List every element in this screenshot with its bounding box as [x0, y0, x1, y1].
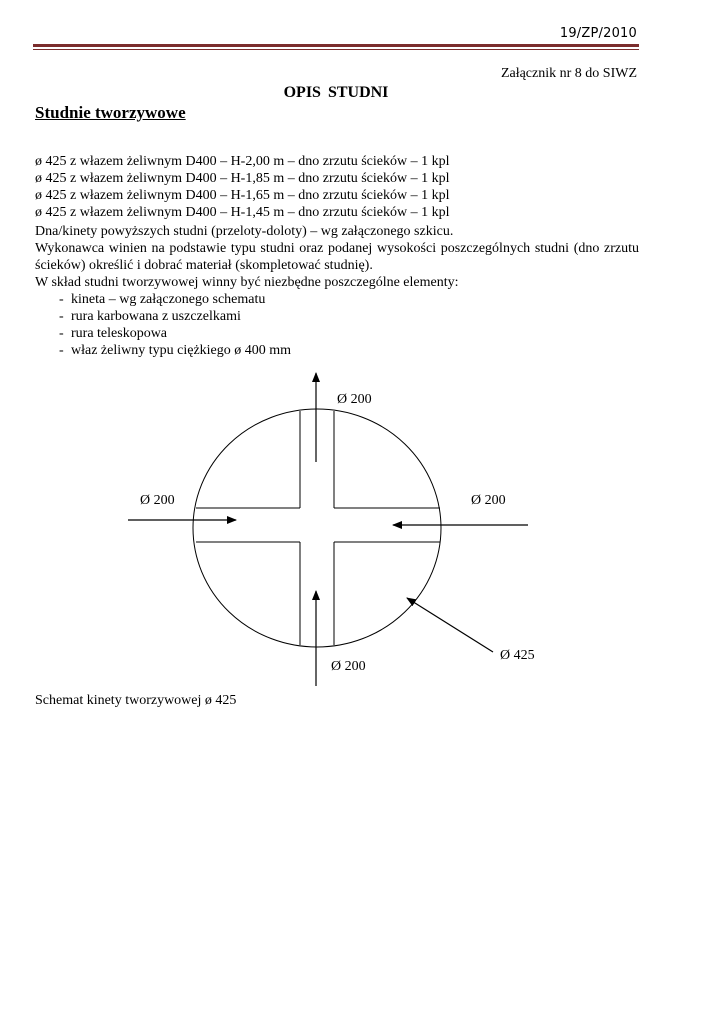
- spec-line: ø 425 z włazem żeliwnym D400 – H-1,85 m – dno zrzutu ścieków – 1 kpl: [35, 171, 450, 186]
- dimension-label-left: Ø 200: [140, 493, 175, 508]
- well-outline: [193, 409, 441, 647]
- list-item: [35, 342, 639, 359]
- header-rule-thin: [33, 49, 639, 50]
- kinetta-diagram: [0, 360, 725, 695]
- list-marker: -: [59, 309, 64, 324]
- list-item-text: rura teleskopowa: [71, 326, 168, 341]
- list-item-text: właz żeliwny typu ciężkiego ø 400 mm: [71, 343, 292, 358]
- dimension-label-diameter: Ø 425: [500, 648, 535, 663]
- list-marker: -: [59, 343, 64, 358]
- dimension-label-top: Ø 200: [337, 392, 372, 407]
- channel-lines: [196, 411, 440, 645]
- list-item: [35, 291, 639, 308]
- header-rule-thick: [33, 44, 639, 47]
- list-marker: -: [59, 292, 64, 307]
- document-title: OPIS STUDNI: [283, 84, 389, 101]
- body-text: [35, 223, 639, 359]
- elements-list: [35, 291, 639, 359]
- list-item: [35, 325, 639, 342]
- list-marker: -: [59, 326, 64, 341]
- annex-label: Załącznik nr 8 do SIWZ: [500, 66, 637, 81]
- section-title: Studnie tworzywowe: [35, 103, 186, 122]
- diagram-caption: Schemat kinety tworzywowej ø 425: [35, 693, 237, 708]
- spec-list: [35, 153, 449, 221]
- dimension-label-right: Ø 200: [471, 493, 506, 508]
- paragraph-elements-intro: W skład studni tworzywowej winny być niezbędne poszczególne elementy:: [35, 275, 459, 290]
- spec-line: ø 425 z włazem żeliwnym D400 – H-2,00 m – dno zrzutu ścieków – 1 kpl: [35, 154, 450, 169]
- list-item-text: rura karbowana z uszczelkami: [71, 309, 241, 324]
- dimension-label-bottom: Ø 200: [331, 659, 366, 674]
- spec-line: ø 425 z włazem żeliwnym D400 – H-1,65 m – dno zrzutu ścieków – 1 kpl: [35, 188, 450, 203]
- list-item-text: kineta – wg załączonego schematu: [71, 292, 266, 307]
- list-item: [35, 308, 639, 325]
- paragraph-contractor: Wykonawca winien na podstawie typu studni oraz podanej wysokości poszczególnych studni (dno zrzutu ścieków) określić i dobrać materiał (skompletować studnię).: [35, 241, 639, 273]
- flow-arrows: [128, 373, 528, 686]
- paragraph-bottom-sketch: Dna/kinety powyższych studni (przeloty-doloty) – wg załączonego szkicu.: [35, 224, 454, 239]
- document-number: 19/ZP/2010: [559, 26, 637, 41]
- spec-line: ø 425 z włazem żeliwnym D400 – H-1,45 m – dno zrzutu ścieków – 1 kpl: [35, 205, 450, 220]
- diameter-pointer-arrow: [407, 598, 493, 652]
